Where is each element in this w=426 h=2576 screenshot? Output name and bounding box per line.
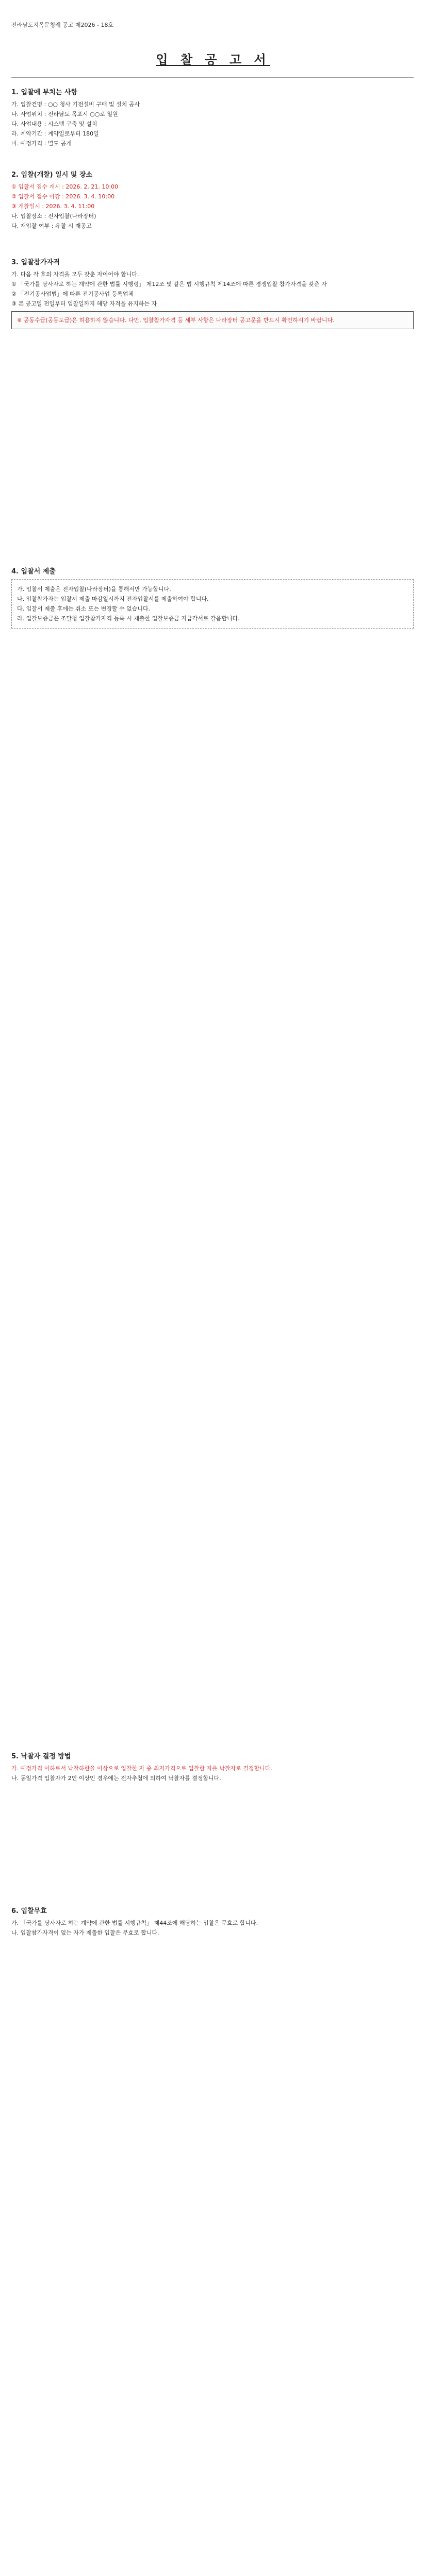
sec4-line: 가. 입찰서 제출은 전자입찰(나라장터)을 통해서만 가능합니다. [17, 586, 171, 593]
section-heading: 5. 낙찰자 결정 방법 [11, 1753, 71, 1760]
sec1-line: 마. 예정가격 : 별도 공개 [11, 140, 72, 147]
sec6-line: 가. 「국가를 당사자로 하는 계약에 관한 법률 시행규칙」 제44조에 해당하는 입찰은 무효로 합니다. [11, 1920, 258, 1927]
sec3-line: ① 「국가를 당사자로 하는 계약에 관한 법률 시행령」 제12조 및 같은 법 시행규칙 제14조에 따른 경쟁입찰 참가자격을 갖춘 자 [11, 281, 327, 288]
sec2-red-line: ② 입찰서 접수 마감 : 2026. 3. 4. 10:00 [11, 193, 115, 200]
sec4-line: 라. 입찰보증금은 조달청 입찰참가자격 등록 시 제출한 입찰보증금 지급각서로 갈음합니다. [17, 615, 240, 622]
section-heading: 2. 입찰(개찰) 일시 및 장소 [11, 171, 92, 179]
sec1-line: 다. 사업내용 : 시스템 구축 및 설치 [11, 121, 97, 128]
sec2-red-line: ① 입찰서 접수 개시 : 2026. 2. 21. 10:00 [11, 183, 119, 191]
sec3-line: 가. 다음 각 호의 자격을 모두 갖춘 자이어야 합니다. [11, 271, 139, 278]
sec2-line: 다. 재입찰 여부 : 유찰 시 재공고 [11, 223, 92, 230]
divider [11, 77, 414, 78]
document-title: 입 찰 공 고 서 [156, 53, 270, 67]
sec6-line: 나. 입찰참가자격이 없는 자가 제출한 입찰은 무효로 합니다. [11, 1929, 159, 1937]
notice-number: 전라남도지목문청례 공고 제2026 - 18호 [11, 22, 114, 28]
section-bidding-items [11, 88, 414, 149]
sec1-line: 라. 계약기간 : 계약일로부터 180일 [11, 130, 99, 138]
sec2-red-line: ③ 개찰일시 : 2026. 3. 4. 11:00 [11, 203, 95, 210]
sec1-line: 나. 사업위치 : 전라남도 목포시 ○○로 일원 [11, 111, 118, 118]
sec3-line: ② 「전기공사업법」에 따른 전기공사업 등록업체 [11, 291, 134, 298]
sec5-red-line: 가. 예정가격 이하로서 낙찰하한율 이상으로 입찰한 자 중 최저가격으로 입찰한 자를 낙찰자로 결정합니다. [11, 1765, 272, 1772]
section-heading: 3. 입찰참가자격 [11, 259, 60, 266]
sec2-line: 나. 입찰장소 : 전자입찰(나라장터) [11, 213, 96, 220]
sec4-line: 다. 입찰서 제출 후에는 취소 또는 변경할 수 없습니다. [17, 605, 151, 613]
sec5-line: 나. 동일가격 입찰자가 2인 이상인 경우에는 전자추첨에 의하여 낙찰자를 결정합니다. [11, 1775, 221, 1782]
section-invalid-bids [11, 1906, 414, 1938]
sec4-line: 나. 입찰참가자는 입찰서 제출 마감일시까지 전자입찰서를 제출하여야 합니다. [17, 596, 209, 603]
section-bid-submission [11, 567, 414, 629]
sec1-line: 가. 입찰건명 : ○○ 청사 기전설비 구매 및 설치 공사 [11, 101, 140, 108]
section-bid-schedule [11, 170, 414, 231]
sec3-line: ③ 본 공고일 전일부터 입찰일까지 해당 자격을 유지하는 자 [11, 300, 157, 308]
section-heading: 6. 입찰무효 [11, 1907, 47, 1915]
section-heading: 1. 입찰에 부치는 사항 [11, 89, 78, 96]
section-award-method [11, 1752, 414, 1784]
eligibility-notice-box: ※ 공동수급(공동도급)은 허용하지 않습니다. 다만, 입찰참가자격 등 세부 사항은 나라장터 공고문을 반드시 확인하시기 바랍니다. [11, 311, 414, 329]
section-heading: 4. 입찰서 제출 [11, 568, 56, 575]
submission-box [11, 579, 414, 629]
section-eligibility [11, 258, 414, 329]
